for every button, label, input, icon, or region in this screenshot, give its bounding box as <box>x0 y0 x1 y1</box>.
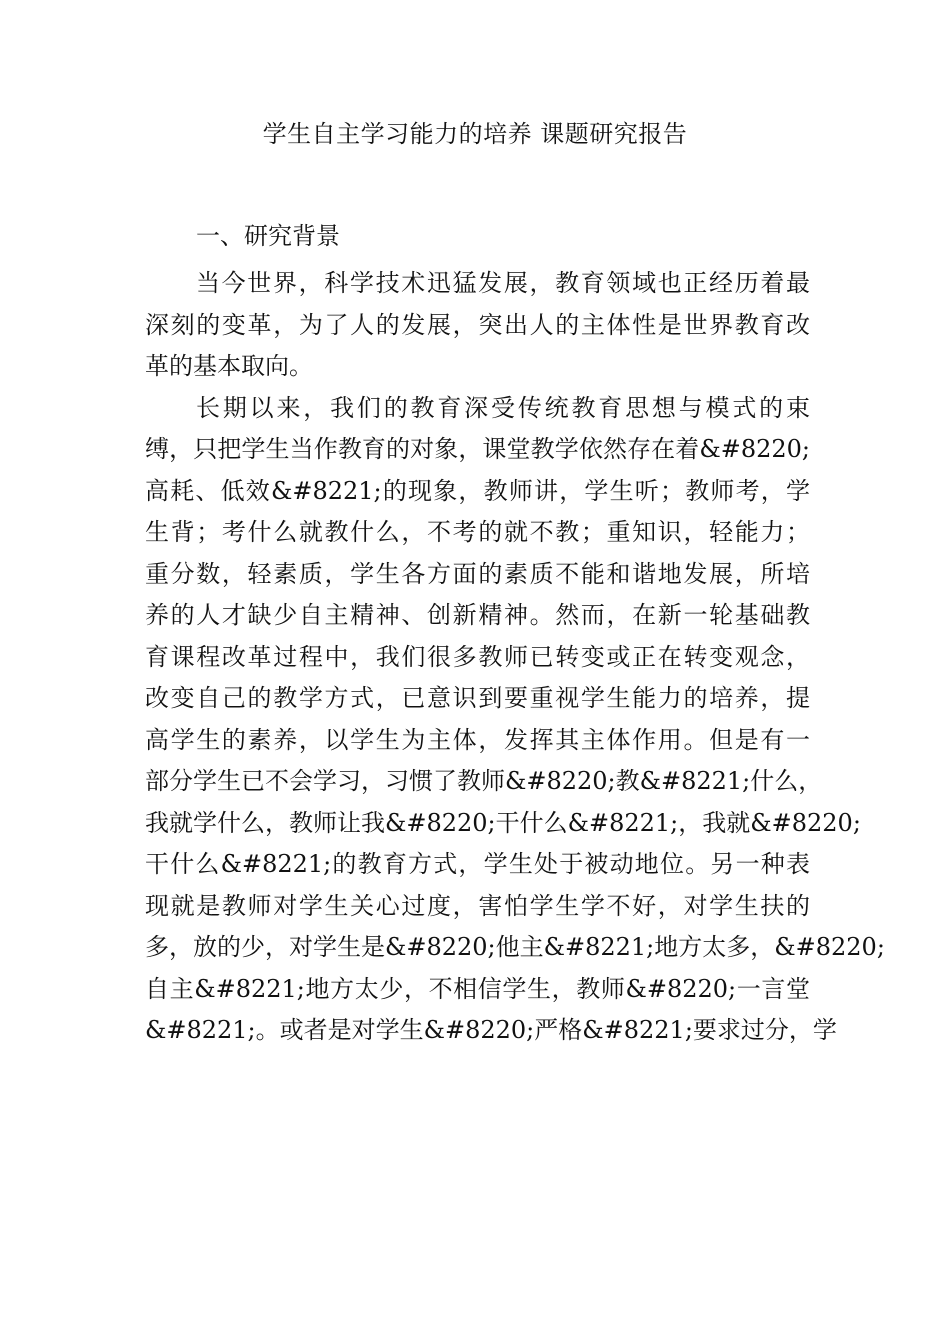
body-text <box>145 263 885 1052</box>
paragraph-line: 改变自己的教学方式，已意识到要重视学生能力的培养，提 <box>145 684 810 712</box>
paragraph-line: 育课程改革过程中，我们很多教师已转变或正在转变观念， <box>145 642 810 671</box>
paragraph-line: 高学生的素养，以学生为主体，发挥其主体作用。但是有一 <box>145 725 810 754</box>
paragraph-line: 部分学生已不会学习，习惯了教师&#8220;教&#8221;什么， <box>145 767 823 795</box>
paragraph-line: 我就学什么，教师让我&#8220;干什么&#8221;，我就&#8220; <box>145 808 861 837</box>
paragraph-line: 养的人才缺少自主精神、创新精神。然而，在新一轮基础教 <box>145 601 810 629</box>
paragraph-line: 多，放的少，对学生是&#8220;他主&#8221;地方太多，&#8220; <box>145 933 885 961</box>
section-heading: 一、研究背景 <box>196 222 340 250</box>
paragraph-line: 干什么&#8221;的教育方式，学生处于被动地位。另一种表 <box>145 850 810 878</box>
paragraph-line: 当今世界，科学技术迅猛发展，教育领域也正经历着最 <box>196 269 810 297</box>
paragraph-line: 深刻的变革，为了人的发展，突出人的主体性是世界教育改 <box>145 310 810 339</box>
paragraph-line: 重分数，轻素质，学生各方面的素质不能和谐地发展，所培 <box>145 559 810 588</box>
paragraph-line: 自主&#8221;地方太少，不相信学生，教师&#8220;一言堂 <box>145 974 810 1003</box>
document-title: 学生自主学习能力的培养 课题研究报告 <box>262 120 688 148</box>
paragraph-line: 革的基本取向。 <box>145 352 313 380</box>
paragraph-line: 高耗、低效&#8221;的现象，教师讲，学生听；教师考，学 <box>145 476 810 505</box>
paragraph-line: 缚，只把学生当作教育的对象，课堂教学依然存在着&#8220; <box>145 435 810 463</box>
paragraph-line: 长期以来，我们的教育深受传统教育思想与模式的束 <box>196 393 810 422</box>
paragraph-line: 生背；考什么就教什么，不考的就不教；重知识，轻能力； <box>145 518 810 546</box>
paragraph-line: &#8221;。或者是对学生&#8220;严格&#8221;要求过分，学 <box>145 1016 837 1044</box>
paragraph-line: 现就是教师对学生关心过度，害怕学生学不好，对学生扶的 <box>145 891 810 920</box>
